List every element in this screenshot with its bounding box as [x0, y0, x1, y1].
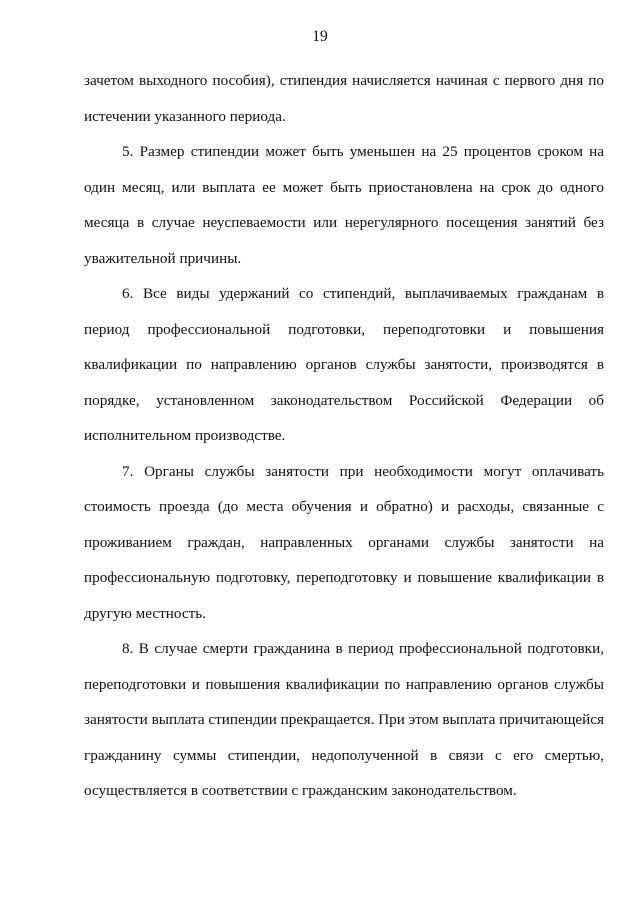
paragraph-item-7: 7. Органы службы занятости при необходимости могут оплачивать стоимость проезда (до места обучения и обратно) и расходы, связанные с проживанием граждан, направленных органами службы занятости на профессиональную подготовку, переподготовку и повышение квалификации в другую местность. — [84, 462, 604, 622]
paragraph-item-8: 8. В случае смерти гражданина в период профессиональной подготовки, переподготовки и повышения квалификации по направлению органов службы занятости выплата стипендии прекращается. При этом выплата причитающейся гражданину суммы стипендии, недополученной в связи с его смертью, осуществляется в соответствии с гражданским законодательством. — [84, 640, 604, 799]
paragraph-item-5: 5. Размер стипендии может быть уменьшен на 25 процентов сроком на один месяц, или выплата ее может быть приостановлена на срок до одного месяца в случае неуспеваемости или нерегулярного посещения занятий без уважительной причины. — [84, 143, 604, 267]
page-number: 19 — [312, 28, 328, 45]
paragraph-item-6: 6. Все виды удержаний со стипендий, выплачиваемых гражданам в период профессиональной подготовки, переподготовки и повышения квалификации по направлению органов службы занятости, производятся в порядке, установленном законодательством Российской Федерации об исполнительном производстве. — [84, 285, 604, 444]
paragraph-continuation: зачетом выходного пособия), стипендия начисляется начиная с первого дня по истечении указанного периода. — [84, 72, 604, 125]
document-body — [84, 63, 604, 809]
